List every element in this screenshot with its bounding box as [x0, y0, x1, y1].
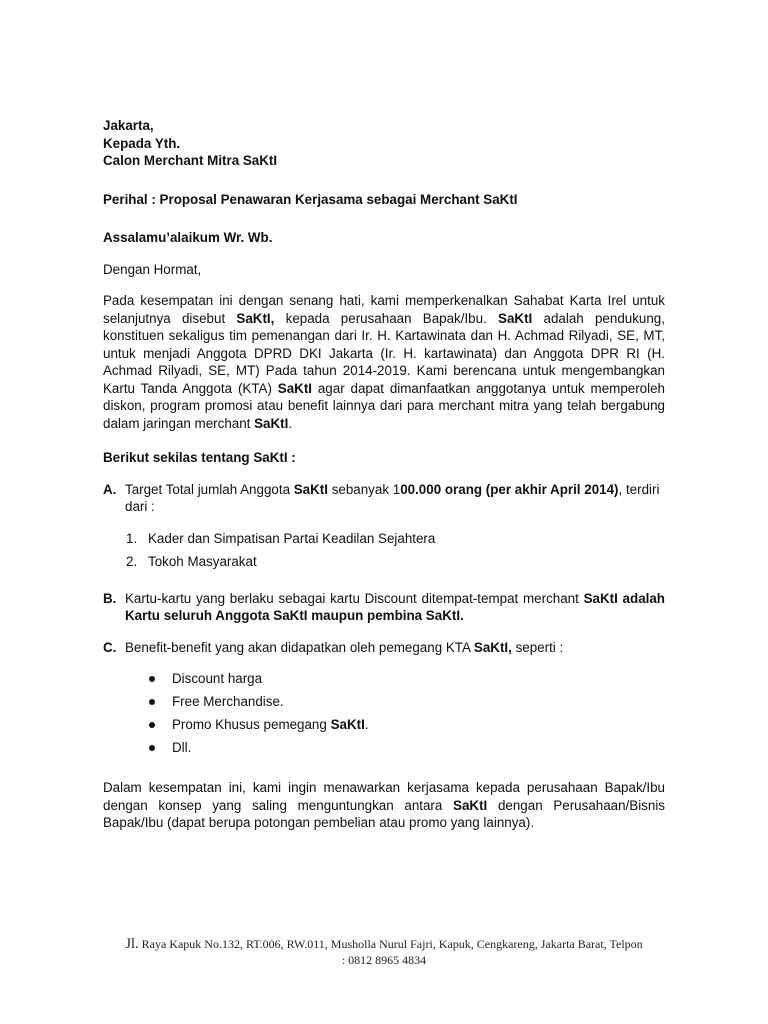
intro-text-5: .	[288, 415, 293, 431]
benefit-list	[147, 670, 665, 762]
subject-line: Perihal : Proposal Penawaran Kerjasama sebagai Merchant SaKtI	[103, 191, 518, 207]
bullet-dot-icon	[149, 745, 155, 751]
footer-jl: Jl.	[125, 936, 139, 952]
intro-bold-1: SaKtI,	[236, 310, 275, 326]
item-a-text-2: sebanyak 1	[327, 481, 401, 497]
item-a-bold-2: 00.000 orang (per akhir April 2014)	[400, 481, 619, 497]
bullet-text-end: .	[364, 717, 369, 732]
intro-paragraph	[103, 292, 665, 432]
bullet-bold-text: SaKtI	[330, 717, 365, 732]
salutation: Dengan Hormat,	[103, 261, 202, 277]
bullet-text: Dll.	[172, 740, 192, 755]
numbered-item	[126, 530, 665, 553]
bullet-text: Promo Khusus pemegang	[172, 717, 331, 732]
list-letter-b: B.	[103, 590, 117, 606]
recipient-intro: Kepada Yth.	[103, 135, 181, 151]
item-b-bold-1: SaKtI adalah Kartu seluruh Anggota SaKtI maupun pembina SaKtI.	[125, 590, 665, 623]
intro-text-4: agar dapat dimanfaatkan anggotanya untuk memperoleh diskon, program promosi atau benefit lainnya dari para merchant mitra yang telah bergabung dalam jaringan merchant	[103, 380, 665, 431]
bullet-item	[147, 670, 665, 693]
closing-text-2: dengan Perusahaan/Bisnis Bapak/Ibu (dapat berupa potongan pembelian atau promo yang lainnya).	[103, 797, 665, 830]
list-item-c	[103, 639, 665, 657]
intro-bold-2: SaKtI	[498, 310, 533, 326]
city-line: Jakarta,	[103, 118, 154, 133]
intro-bold-3: SaKtI	[277, 380, 312, 396]
bullet-item	[147, 693, 665, 716]
list-item-b	[103, 590, 665, 625]
item-b-text-1: Kartu-kartu yang berlaku sebagai kartu Discount ditempat-tempat merchant	[125, 590, 584, 606]
item-text: Tokoh Masyarakat	[148, 553, 257, 569]
address-footer	[100, 936, 668, 968]
item-a-text-3: , terdiri dari :	[125, 481, 660, 514]
list-letter-c: C.	[103, 639, 117, 655]
bullet-dot-icon	[149, 676, 155, 682]
item-c-text-1: Benefit-benefit yang akan didapatkan oleh pemegang KTA	[125, 639, 474, 655]
list-item-a	[103, 481, 665, 516]
section-heading: Berikut sekilas tentang SaKtI :	[103, 450, 296, 465]
footer-address: Raya Kapuk No.132, RT.006, RW.011, Musholla Nurul Fajri, Kapuk, Cengkareng, Jakarta Barat, Telpon	[138, 937, 643, 951]
closing-bold-1: SaKtI	[453, 797, 488, 813]
intro-text-3: adalah pendukung, konstituen sekaligus tim pemenangan dari Ir. H. Kartawinata dan H. Achmad Rilyadi, SE, MT, untuk menjadi Anggota DPRD DKI Jakarta (Ir. H. kartawinata) dan Anggota DPR RI (H. Achmad Rilyadi, SE, MT) Pada tahun 2014-2019. Kami berencana untuk mengembangkan Kartu Tanda Anggota (KTA)	[103, 310, 665, 396]
numbered-item	[126, 553, 665, 576]
intro-text-1: Pada kesempatan ini dengan senang hati, kami memperkenalkan Sahabat Karta Irel untuk selanjutnya disebut	[103, 293, 665, 326]
recipient-name: Calon Merchant Mitra SaKtI	[103, 153, 278, 168]
item-text: Kader dan Simpatisan Partai Keadilan Sejahtera	[148, 530, 436, 546]
bullet-text: Discount harga	[172, 671, 263, 686]
intro-text-2: kepada perusahaan Bapak/Ibu.	[274, 310, 499, 326]
intro-bold-4: SaKtI	[254, 415, 289, 431]
bullet-text: Free Merchandise.	[172, 694, 284, 709]
item-c-bold-1: SaKtI,	[473, 639, 512, 655]
numbered-list	[126, 530, 665, 576]
item-a-text-1: Target Total jumlah Anggota	[125, 481, 294, 497]
item-number: 2.	[126, 553, 138, 569]
bullet-item	[147, 739, 665, 762]
address-block	[103, 117, 665, 170]
bullet-dot-icon	[149, 722, 155, 728]
item-c-text-2: seperti :	[511, 639, 564, 655]
item-number: 1.	[126, 530, 138, 546]
bullet-dot-icon	[149, 699, 155, 705]
bullet-item	[147, 716, 665, 739]
closing-paragraph	[103, 779, 665, 832]
closing-text-1: Dalam kesempatan ini, kami ingin menawarkan kerjasama kepada perusahaan Bapak/Ibu dengan konsep yang saling menguntungkan antara	[103, 780, 665, 813]
item-a-bold-1: SaKtI	[293, 481, 328, 497]
greeting: Assalamu’alaikum Wr. Wb.	[103, 230, 273, 245]
footer-line-1	[100, 936, 668, 952]
letter-body	[103, 117, 665, 832]
list-letter-a: A.	[103, 481, 117, 497]
footer-line-2: : 0812 8965 4834	[341, 953, 427, 967]
